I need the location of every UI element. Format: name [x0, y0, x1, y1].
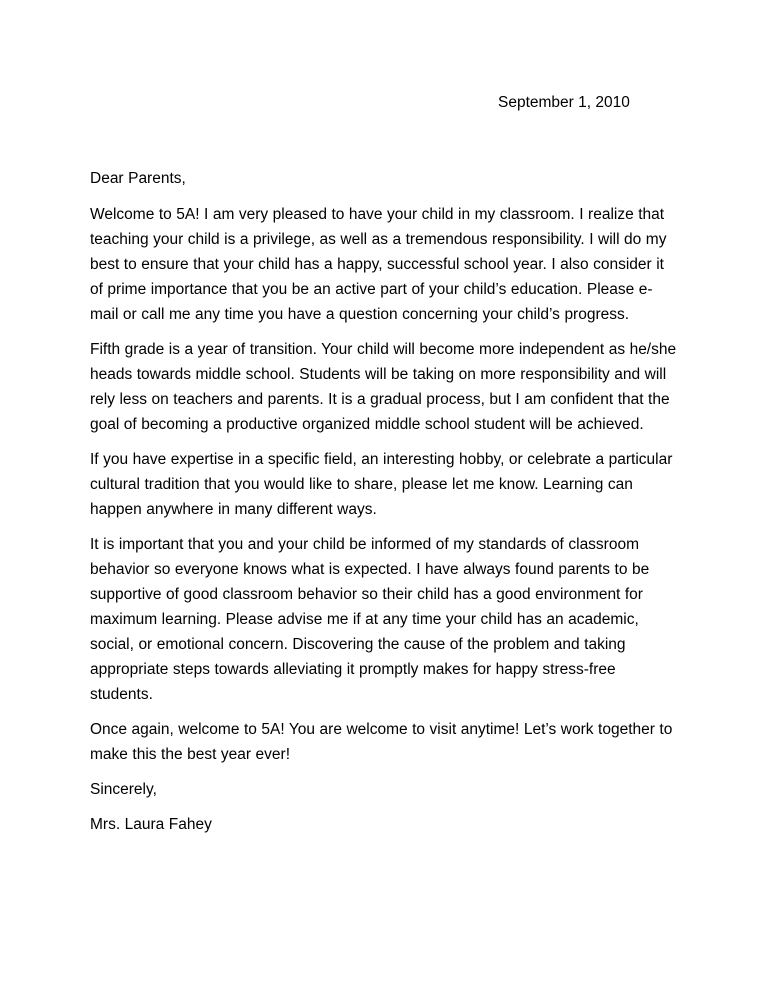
letter-paragraph-1: Welcome to 5A! I am very pleased to have your child in my classroom. I realize that teaching your child is a privilege, as well as a tremendous responsibility. I will do my best to ensure that your child has a happy, successful school year. I also consider it of prime importance that you be an active part of your child’s education. Please e-mail or call me any time you have a question concerning your child’s progress.: [90, 206, 667, 323]
letter-salutation: Dear Parents,: [90, 170, 186, 187]
letter-signature: Mrs. Laura Fahey: [90, 816, 212, 833]
letter-paragraph-4: It is important that you and your child be informed of my standards of classroom behavior so everyone knows what is expected. I have always found parents to be supportive of good classroom behavior so their child has a good environment for maximum learning. Please advise me if at any time your child has an academic, social, or emotional concern. Discovering the cause of the problem and taking appropriate steps towards alleviating it promptly makes for happy stress-free students.: [90, 536, 650, 703]
letter-paragraph-3: If you have expertise in a specific field, an interesting hobby, or celebrate a particular cultural tradition that you would like to share, please let me know. Learning can happen anywhere in many different ways.: [90, 451, 673, 518]
letter-paragraph-5: Once again, welcome to 5A! You are welcome to visit anytime! Let’s work together to make this the best year ever!: [90, 721, 673, 763]
letter-paragraph-2: Fifth grade is a year of transition. Your child will become more independent as he/she heads towards middle school. Students will be taking on more responsibility and will rely less on teachers and parents. It is a gradual process, but I am confident that the goal of becoming a productive organized middle school student will be achieved.: [90, 341, 677, 433]
letter-date: September 1, 2010: [498, 94, 630, 111]
letter-content: [90, 166, 680, 837]
letter-closing: Sincerely,: [90, 781, 157, 798]
